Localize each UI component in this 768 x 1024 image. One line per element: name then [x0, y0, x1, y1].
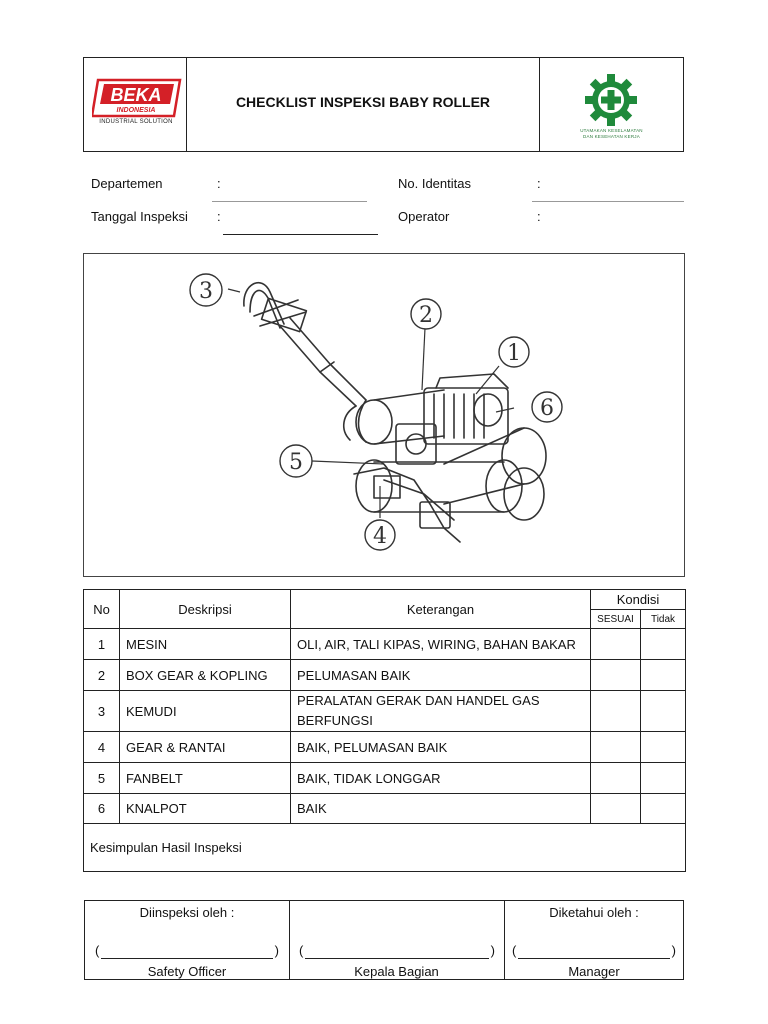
header-no: No — [84, 590, 120, 629]
baby-roller-figure — [83, 253, 685, 577]
row-no: 3 — [84, 691, 120, 732]
signature-col-2 — [289, 901, 504, 979]
row-keterangan: OLI, AIR, TALI KIPAS, WIRING, BAHAN BAKAR — [291, 629, 591, 660]
header-deskripsi: Deskripsi — [120, 590, 291, 629]
role-kepala-bagian: Kepala Bagian — [354, 964, 439, 979]
check-tidak-3[interactable] — [641, 691, 686, 732]
document-header — [83, 57, 684, 152]
check-sesuai-5[interactable] — [591, 763, 641, 794]
tanggal-label: Tanggal Inspeksi — [91, 209, 188, 224]
row-deskripsi: BOX GEAR & KOPLING — [120, 660, 291, 691]
callout-1: 1 — [507, 341, 521, 366]
check-sesuai-1[interactable] — [591, 629, 641, 660]
row-keterangan: BAIK, PELUMASAN BAIK — [291, 732, 591, 763]
callout-3: 3 — [199, 279, 213, 304]
table-row — [84, 660, 686, 691]
header-tidak: Tidak — [641, 610, 686, 629]
row-deskripsi: KEMUDI — [120, 691, 291, 732]
baby-roller-drawing — [84, 254, 684, 576]
row-keterangan: PELUMASAN BAIK — [291, 660, 591, 691]
header-sesuai: SESUAI — [591, 610, 641, 629]
table-row — [84, 691, 686, 732]
identitas-label: No. Identitas — [398, 176, 471, 191]
paren-close: ) — [274, 943, 279, 958]
row-keterangan: BAIK — [291, 794, 591, 824]
check-tidak-4[interactable] — [641, 732, 686, 763]
k3-logo-cell — [539, 58, 683, 151]
row-no: 1 — [84, 629, 120, 660]
identitas-field[interactable] — [532, 201, 684, 202]
brand-logo-cell — [84, 58, 187, 151]
row-deskripsi: MESIN — [120, 629, 291, 660]
row-deskripsi: FANBELT — [120, 763, 291, 794]
role-manager: Manager — [568, 964, 620, 979]
tanggal-field[interactable] — [223, 234, 378, 235]
check-tidak-6[interactable] — [641, 794, 686, 824]
signature-line-safety-officer[interactable] — [95, 945, 279, 959]
operator-label: Operator — [398, 209, 450, 224]
beka-logo-icon — [92, 78, 182, 118]
conclusion-field[interactable] — [84, 824, 686, 872]
row-keterangan: BAIK, TIDAK LONGGAR — [291, 763, 591, 794]
checklist-table — [83, 589, 686, 872]
callout-2: 2 — [419, 303, 433, 328]
conclusion-label: Kesimpulan Hasil Inspeksi — [90, 840, 242, 855]
paren-open: ( — [512, 943, 517, 958]
row-no: 6 — [84, 794, 120, 824]
check-sesuai-6[interactable] — [591, 794, 641, 824]
inspected-by-label: Diinspeksi oleh : — [139, 905, 235, 920]
brand-logo-text: BEKA — [110, 85, 162, 105]
paren-close: ) — [490, 943, 495, 958]
signature-col-3 — [504, 901, 684, 979]
callout-6: 6 — [540, 396, 554, 421]
brand-tagline: INDUSTRIAL SOLUTION — [99, 119, 173, 125]
check-tidak-2[interactable] — [641, 660, 686, 691]
k3-logo-text-1: UTAMAKAN KESELAMATAN — [580, 128, 643, 133]
departemen-colon: : — [217, 176, 221, 191]
table-row — [84, 732, 686, 763]
operator-colon: : — [537, 209, 541, 224]
callout-4: 4 — [373, 524, 387, 549]
tanggal-colon: : — [217, 209, 221, 224]
header-keterangan: Keterangan — [291, 590, 591, 629]
signature-line-kepala-bagian[interactable] — [299, 945, 495, 959]
signature-line-manager[interactable] — [512, 945, 676, 959]
page-title: CHECKLIST INSPEKSI BABY ROLLER — [235, 94, 491, 110]
row-deskripsi: GEAR & RANTAI — [120, 732, 291, 763]
row-keterangan: PERALATAN GERAK DAN HANDEL GAS BERFUNGSI — [291, 691, 591, 732]
departemen-label: Departemen — [91, 176, 163, 191]
identitas-colon: : — [537, 176, 541, 191]
role-safety-officer: Safety Officer — [147, 964, 227, 979]
departemen-field[interactable] — [212, 201, 367, 202]
check-tidak-5[interactable] — [641, 763, 686, 794]
signature-col-1 — [85, 901, 289, 979]
row-no: 4 — [84, 732, 120, 763]
k3-gear-cross-icon — [581, 74, 641, 126]
k3-logo-text-2: DAN KESEHATAN KERJA — [583, 134, 640, 139]
header-kondisi: Kondisi — [591, 590, 686, 610]
brand-logo-sub: INDONESIA — [116, 107, 156, 114]
row-deskripsi: KNALPOT — [120, 794, 291, 824]
paren-close: ) — [671, 943, 676, 958]
callout-5: 5 — [289, 450, 303, 475]
check-sesuai-4[interactable] — [591, 732, 641, 763]
check-sesuai-2[interactable] — [591, 660, 641, 691]
row-no: 2 — [84, 660, 120, 691]
table-row — [84, 629, 686, 660]
row-no: 5 — [84, 763, 120, 794]
check-tidak-1[interactable] — [641, 629, 686, 660]
signature-block — [84, 900, 684, 980]
table-row — [84, 763, 686, 794]
acknowledged-by-label: Diketahui oleh : — [549, 905, 639, 920]
table-row — [84, 794, 686, 824]
paren-open: ( — [95, 943, 100, 958]
check-sesuai-3[interactable] — [591, 691, 641, 732]
paren-open: ( — [299, 943, 304, 958]
